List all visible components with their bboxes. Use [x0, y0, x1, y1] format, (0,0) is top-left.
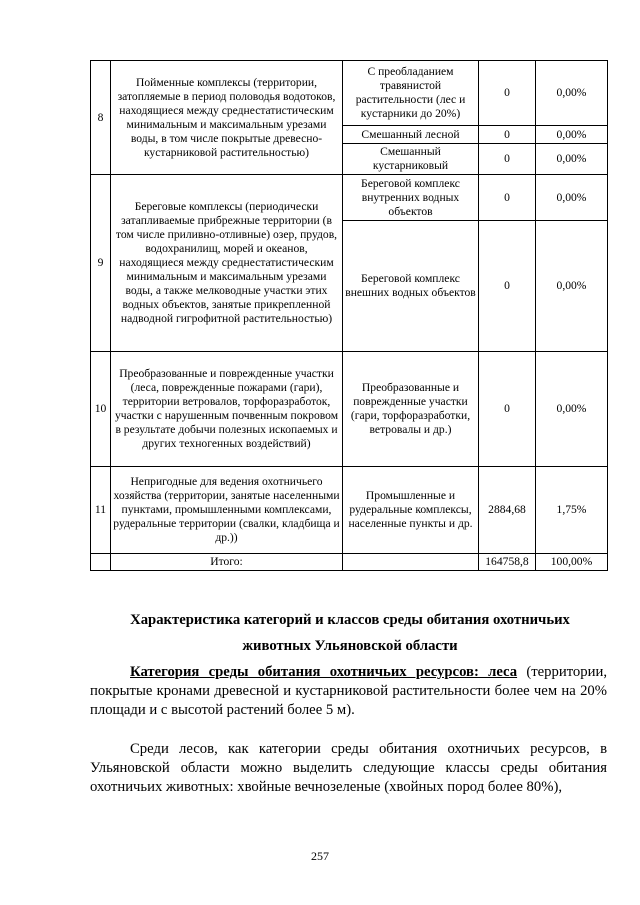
area-value: 0	[479, 61, 536, 126]
section-heading-line-2: животных Ульяновской области	[242, 638, 458, 654]
percent-value: 1,75%	[536, 467, 608, 554]
category-description: Преобразованные и поврежденные участки (леса, поврежденные пожарами (гари), территории ветровалов, торфоразработок, участки с нарушенным почвенным покровом в результате добычи полезных ископаемых и других техногенных воздействий)	[111, 352, 343, 467]
table-row	[91, 467, 608, 554]
total-row	[91, 554, 608, 571]
area-value: 0	[479, 221, 536, 352]
area-value: 2884,68	[479, 467, 536, 554]
area-value: 0	[479, 144, 536, 175]
page-number: 257	[311, 849, 329, 863]
percent-value: 0,00%	[536, 175, 608, 221]
habitat-table	[90, 60, 608, 571]
percent-value: 0,00%	[536, 144, 608, 175]
category-description: Береговые комплексы (периодически затапливаемые прибрежные территории (в том числе приливно-отливные) озер, прудов, водохранилищ, морей и океанов, находящиеся между среднестатистическим минимальным и максимальным урезами воды, а также мелководные участки этих водных объектов, занятые прикрепленной надводной гигрофитной растительностью)	[111, 175, 343, 352]
category-description: Непригодные для ведения охотничьего хозяйства (территории, занятые населенными пунктами, промышленными комплексами, рудеральные территории (свалки, кладбища и др.))	[111, 467, 343, 554]
percent-value: 0,00%	[536, 61, 608, 126]
table-row	[91, 175, 608, 221]
total-area: 164758,8	[479, 554, 536, 571]
total-empty-cell	[343, 554, 479, 571]
percent-value: 0,00%	[536, 126, 608, 144]
total-label: Итого:	[111, 554, 343, 571]
section-heading-line-1: Характеристика категорий и классов среды обитания охотничьих	[130, 612, 570, 628]
row-number: 11	[91, 467, 111, 554]
area-value: 0	[479, 126, 536, 144]
class-name: Смешанный лесной	[343, 126, 479, 144]
table-row	[91, 61, 608, 126]
category-definition: (территории, покрытые кронами древесной и кустарниковой растительности более чем на 20% площади и с высотой растений более 5 м).	[90, 664, 607, 718]
row-number: 9	[91, 175, 111, 352]
area-value: 0	[479, 175, 536, 221]
class-name: Береговой комплекс внешних водных объектов	[343, 221, 479, 352]
percent-value: 0,00%	[536, 221, 608, 352]
table-row	[91, 352, 608, 467]
area-value: 0	[479, 352, 536, 467]
row-number: 8	[91, 61, 111, 175]
class-name: Смешанный кустарниковый	[343, 144, 479, 175]
class-name: С преобладанием травянистой растительности (лес и кустарники до 20%)	[343, 61, 479, 126]
class-name: Береговой комплекс внутренних водных объектов	[343, 175, 479, 221]
row-number: 10	[91, 352, 111, 467]
paragraph-forest-category	[90, 663, 607, 720]
class-name: Промышленные и рудеральные комплексы, населенные пункты и др.	[343, 467, 479, 554]
category-description: Пойменные комплексы (территории, затопляемые в период половодья водотоков, находящиеся между среднестатистическим минимальным и максимальным урезами воды, в том числе покрытые древесно-кустарниковой растительностью)	[111, 61, 343, 175]
total-percent: 100,00%	[536, 554, 608, 571]
paragraph-forest-classes: Среди лесов, как категории среды обитания охотничьих ресурсов, в Ульяновской области можно выделить следующие классы среды обитания охотничьих животных: хвойные вечнозеленые (хвойных пород более 80%),	[90, 741, 607, 795]
class-name: Преобразованные и поврежденные участки (гари, торфоразработки, ветровалы и др.)	[343, 352, 479, 467]
category-emphasis: Категория среды обитания охотничьих ресурсов: леса	[130, 664, 518, 680]
percent-value: 0,00%	[536, 352, 608, 467]
total-number-cell	[91, 554, 111, 571]
